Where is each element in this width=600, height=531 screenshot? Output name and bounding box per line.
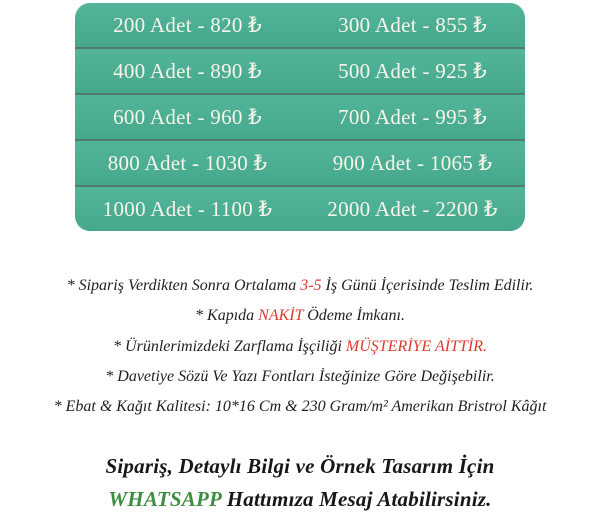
price-table [75, 3, 525, 231]
table-row [75, 187, 525, 231]
note-line-paper [0, 392, 600, 422]
price-cell-left: 600 Adet - 960 ₺ [113, 104, 262, 129]
price-cell-left: 200 Adet - 820 ₺ [113, 12, 262, 37]
note-text: * Kapıda [195, 307, 259, 325]
note-text: * Ürünlerimizdeki Zarflama İşçiliği [113, 337, 346, 355]
notes-section [0, 271, 600, 422]
price-cell-right: 300 Adet - 855 ₺ [338, 12, 487, 37]
note-line-delivery [0, 271, 600, 301]
table-row [75, 49, 525, 95]
note-line-envelope [0, 332, 600, 362]
whatsapp-label: WHATSAPP [108, 487, 222, 511]
note-highlight: MÜŞTERİYE AİTTİR. [345, 337, 487, 355]
price-cell-right: 700 Adet - 995 ₺ [338, 104, 487, 129]
footer-line-2-rest: Hattımıza Mesaj Atabilirsiniz. [221, 487, 492, 511]
price-cell-left: 1000 Adet - 1100 ₺ [102, 196, 273, 221]
table-row [75, 95, 525, 141]
note-text: Ödeme İmkanı. [303, 307, 405, 325]
note-highlight: NAKİT [258, 307, 304, 325]
note-text: * Sipariş Verdikten Sonra Ortalama [66, 277, 301, 294]
price-cell-left: 400 Adet - 890 ₺ [113, 58, 262, 83]
footer-line-1: Sipariş, Detaylı Bilgi ve Örnek Tasarım İçin [105, 454, 495, 478]
footer-line-2 [0, 483, 600, 516]
table-row [75, 3, 525, 49]
price-cell-left: 800 Adet - 1030 ₺ [107, 150, 268, 175]
note-line-fonts [0, 362, 600, 392]
price-cell-right: 500 Adet - 925 ₺ [338, 58, 487, 83]
footer-section [0, 450, 600, 516]
table-row [75, 141, 525, 187]
note-text: * Davetiye Sözü Ve Yazı Fontları İsteğinize Göre Değişebilir. [105, 367, 495, 385]
note-text: İş Günü İçerisinde Teslim Edilir. [321, 277, 534, 294]
note-text: * Ebat & Kağıt Kalitesi: 10*16 Cm & 230 Gram/m² Amerikan Bristrol Kâğıt [53, 398, 547, 416]
note-highlight: 3-5 [300, 277, 322, 294]
note-line-payment [0, 301, 600, 331]
price-cell-right: 2000 Adet - 2200 ₺ [327, 196, 498, 221]
price-cell-right: 900 Adet - 1065 ₺ [332, 150, 493, 175]
